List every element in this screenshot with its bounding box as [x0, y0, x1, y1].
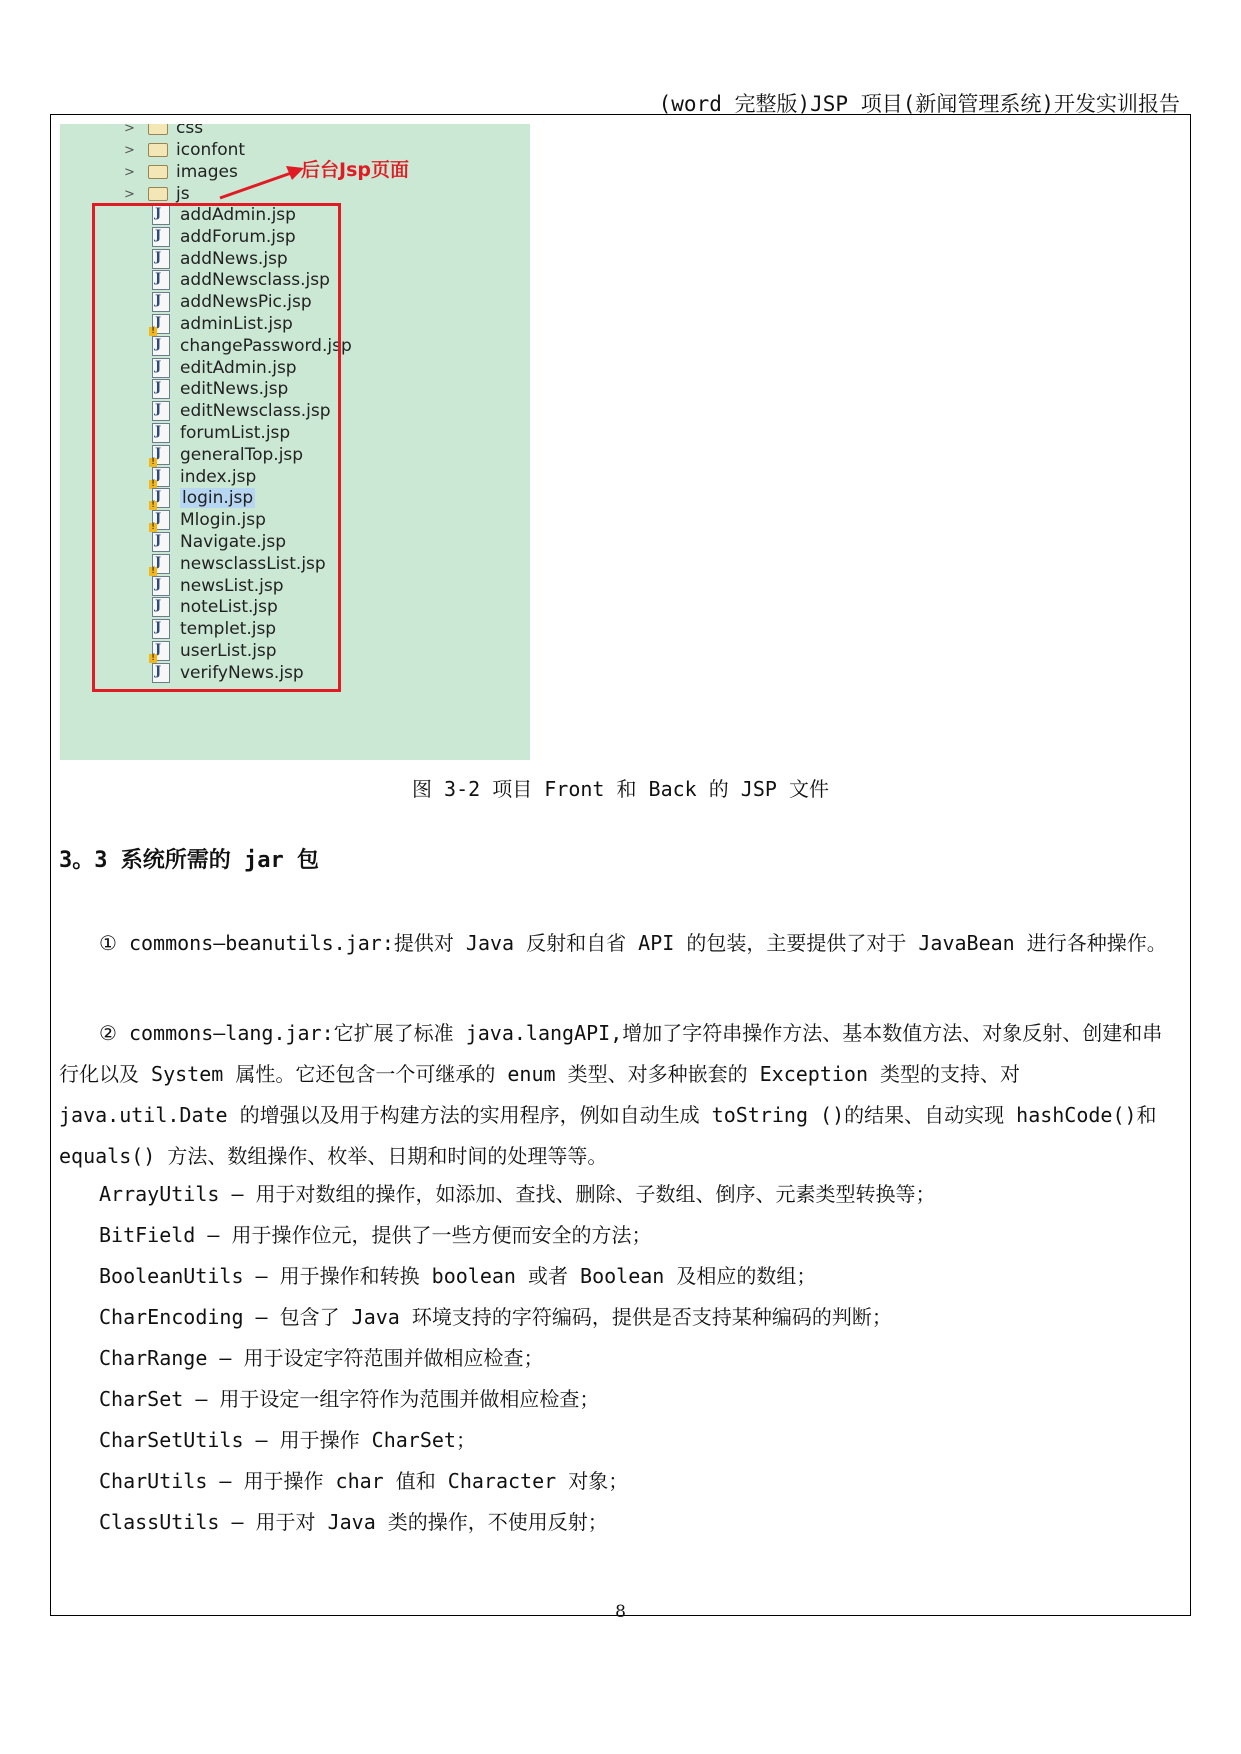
paragraph-beanutils: ① commons—beanutils.jar:提供对 Java 反射和自省 API 的包装，主要提供了对于 JavaBean 进行各种操作。 [99, 931, 1167, 955]
file-label: userList.jsp [180, 641, 277, 661]
section-title: 3。3 系统所需的 jar 包 [59, 848, 319, 873]
class-list-item: CharRange – 用于设定字符范围并做相应检查； [99, 1346, 544, 1370]
file-label: index.jsp [180, 466, 257, 487]
file-label: newsclassList.jsp [180, 553, 326, 574]
file-label: addNews.jsp [180, 248, 288, 269]
folder-label: iconfont [176, 140, 246, 160]
chevron-right-icon[interactable]: > [124, 164, 135, 180]
file-label: addNewsPic.jsp [180, 292, 312, 313]
class-list-item: ClassUtils – 用于对 Java 类的操作，不使用反射； [99, 1510, 608, 1534]
class-list-item: CharSetUtils – 用于操作 CharSet； [99, 1428, 476, 1452]
file-label: editNewsclass.jsp [180, 401, 331, 422]
folder-label: css [176, 124, 204, 138]
class-list-item: BitField – 用于操作位元，提供了一些方便而安全的方法； [99, 1223, 652, 1247]
paragraph-lang: ② commons—lang.jar:它扩展了标准 java.langAPI,增加了字符串操作方法、基本数值方法、对象反射、创建和串行化以及 System 属性。它还包含一个可继承的 enum 类型、对多种嵌套的 Exception 类型的支持、对 java.util.Date 的增强以及用于构建方法的实用程序，例如自动生成 toString ()的结果、自动实现 hashCode()和 equals() 方法、数组操作、枚举、日期和时间的处理等等。 [59, 1021, 1163, 1168]
file-label: generalTop.jsp [180, 444, 304, 465]
annotation-label: 后台Jsp页面 [301, 159, 409, 181]
class-list-item: CharEncoding – 包含了 Java 环境支持的字符编码，提供是否支持某种编码的判断； [99, 1305, 892, 1329]
file-label: addAdmin.jsp [180, 205, 296, 225]
file-label: newsList.jsp [180, 575, 284, 596]
file-label: forumList.jsp [180, 423, 291, 443]
file-label: changePassword.jsp [180, 335, 352, 356]
folder-label: js [176, 184, 190, 204]
class-list-item: CharSet – 用于设定一组字符作为范围并做相应检查； [99, 1387, 600, 1411]
annotation-arrow [60, 124, 530, 760]
content-frame [50, 114, 1191, 1616]
file-label: templet.jsp [180, 619, 277, 640]
file-label: verifyNews.jsp [180, 662, 304, 683]
file-label: editNews.jsp [180, 379, 289, 400]
class-list-item: BooleanUtils – 用于操作和转换 boolean 或者 Boolean 及相应的数组； [99, 1264, 817, 1288]
chevron-right-icon[interactable]: > [124, 142, 135, 158]
file-label: addForum.jsp [180, 226, 296, 247]
file-label: Mlogin.jsp [180, 510, 266, 531]
page-header: (word 完整版)JSP 项目(新闻管理系统)开发实训报告 [658, 92, 1180, 116]
class-list-item: ArrayUtils – 用于对数组的操作，如添加、查找、删除、子数组、倒序、元素类型转换等； [99, 1182, 936, 1206]
file-label: adminList.jsp [180, 314, 293, 334]
figure-caption: 图 3-2 项目 Front 和 Back 的 JSP 文件 [412, 777, 829, 801]
file-label: editAdmin.jsp [180, 357, 297, 378]
file-label: Navigate.jsp [180, 532, 287, 552]
folder-label: images [176, 162, 238, 182]
file-label: noteList.jsp [180, 597, 278, 618]
file-label: addNewsclass.jsp [180, 270, 330, 291]
project-explorer-screenshot [60, 124, 530, 760]
chevron-right-icon[interactable]: > [124, 186, 135, 202]
page-number: 8 [615, 1602, 626, 1622]
class-list-item: CharUtils – 用于操作 char 值和 Character 对象； [99, 1469, 629, 1493]
chevron-right-icon[interactable]: > [124, 124, 135, 136]
file-label: login.jsp [182, 488, 254, 509]
